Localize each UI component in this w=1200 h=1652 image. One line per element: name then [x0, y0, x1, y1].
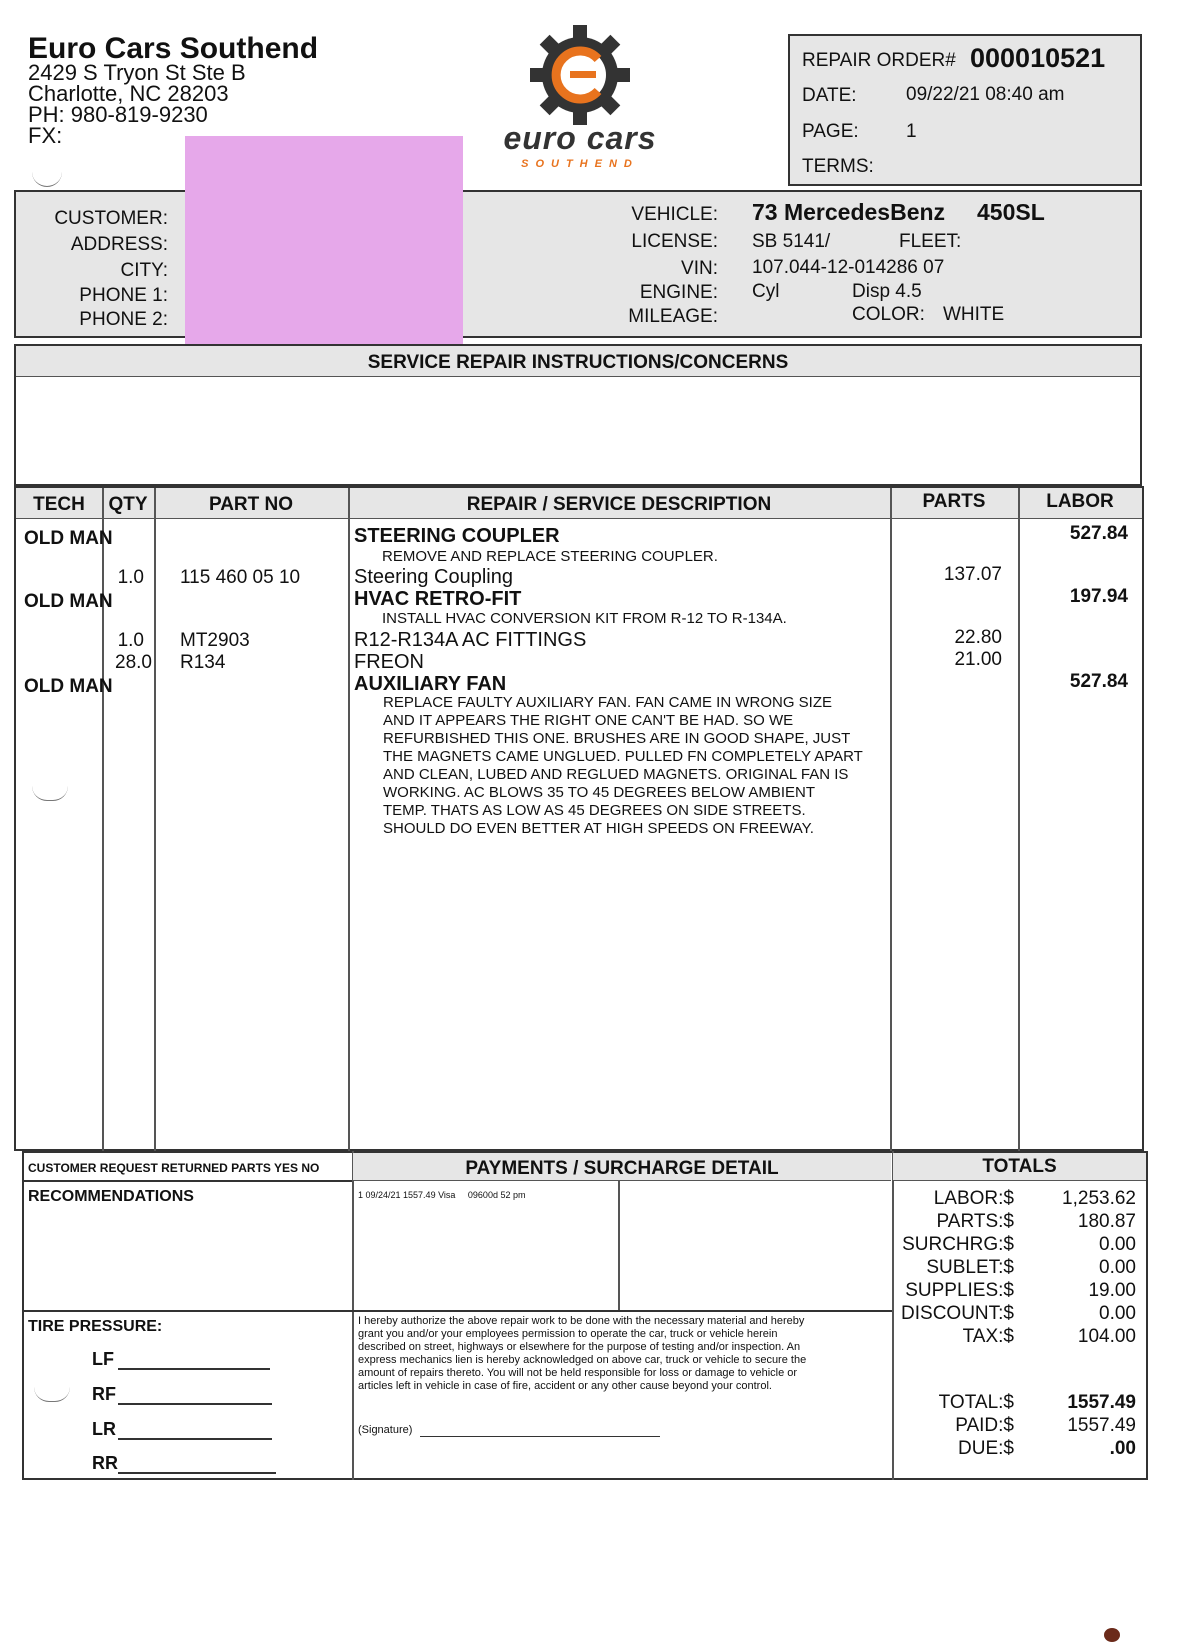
returned-parts-label: CUSTOMER REQUEST RETURNED PARTS YES NO	[28, 1161, 320, 1175]
fan-note-line: REFURBISHED THIS ONE. BRUSHES ARE IN GOOD SHAPE, JUST	[383, 730, 851, 747]
fan-note-line: SHOULD DO EVEN BETTER AT HIGH SPEEDS ON FREEWAY.	[383, 820, 814, 837]
line-labor: 527.84	[1069, 671, 1128, 692]
authorization-line: amount of repairs thereto. You will not be held responsible for loss or damage to vehicle or	[358, 1367, 798, 1379]
tire-rf-line	[118, 1403, 272, 1405]
fleet-label: FLEET:	[899, 231, 962, 252]
col-divider-desc	[348, 488, 350, 1151]
company-logo	[470, 20, 690, 170]
engine-label: ENGINE:	[639, 282, 718, 303]
customer-label: CUSTOMER:	[54, 208, 168, 229]
page-value: 1	[906, 121, 917, 142]
vehicle-value: 73 MercedesBenz	[752, 199, 946, 225]
total-label: TAX:$	[962, 1326, 1014, 1347]
line-parts: 137.07	[943, 564, 1002, 585]
line-note: INSTALL HVAC CONVERSION KIT FROM R-12 TO R-134A.	[382, 610, 787, 627]
total-label: PARTS:$	[936, 1211, 1014, 1232]
line-labor: 527.84	[1069, 523, 1128, 544]
line-note: REMOVE AND REPLACE STEERING COUPLER.	[382, 548, 718, 565]
city-label: CITY:	[120, 260, 168, 281]
payments-title: PAYMENTS / SURCHARGE DETAIL	[465, 1158, 779, 1179]
grand-total-value: 1557.49	[1067, 1392, 1136, 1413]
col-divider-part	[154, 488, 156, 1151]
total-label: SUBLET:$	[926, 1257, 1014, 1278]
line-tech: OLD MAN	[24, 676, 113, 697]
line-qty: 1.0	[117, 630, 144, 651]
due-value: .00	[1109, 1438, 1136, 1459]
paid-value: 1557.49	[1067, 1415, 1136, 1436]
license-label: LICENSE:	[631, 231, 718, 252]
total-value: 0.00	[1099, 1234, 1136, 1255]
paid-label: PAID:$	[955, 1415, 1014, 1436]
line-tech: OLD MAN	[24, 591, 113, 612]
column-header-labor: LABOR	[1046, 491, 1114, 512]
total-label: DISCOUNT:$	[901, 1303, 1014, 1324]
column-header-parts: PARTS	[922, 491, 986, 512]
total-value: 104.00	[1077, 1326, 1136, 1347]
tire-rr-label: RR	[92, 1453, 118, 1473]
column-header-tech: TECH	[33, 494, 85, 515]
total-label: SUPPLIES:$	[905, 1280, 1014, 1301]
logo-wordmark: euro cars	[503, 120, 657, 156]
line-part-number: 115 460 05 10	[180, 567, 301, 588]
line-description: HVAC RETRO-FIT	[354, 588, 522, 610]
engine-displacement: Disp 4.5	[852, 281, 922, 302]
total-label: SURCHRG:$	[902, 1234, 1014, 1255]
vin-label: VIN:	[681, 258, 718, 279]
authorization-line: grant you and/or your employees permission to operate the car, truck or vehicle herein	[358, 1328, 778, 1340]
ink-spot	[1104, 1628, 1120, 1642]
line-qty: 28.0	[115, 652, 152, 673]
gear-logo-icon	[470, 20, 690, 130]
line-parts: 22.80	[954, 627, 1002, 648]
column-header-qty: QTY	[108, 494, 148, 515]
recommendations-label: RECOMMENDATIONS	[28, 1188, 194, 1205]
line-description: R12-R134A AC FITTINGS	[354, 629, 587, 651]
footer-divider-right	[892, 1151, 894, 1480]
tire-lf-label: LF	[92, 1349, 114, 1369]
repair-order-label: REPAIR ORDER#	[802, 50, 956, 71]
total-value: 0.00	[1099, 1303, 1136, 1324]
payment-line: 1 09/24/21 1557.49 Visa 09600d 52 pm	[358, 1190, 526, 1200]
fan-note-line: THE MAGNETS CAME UNGLUED. PULLED FN COMPLETELY APART	[383, 748, 863, 765]
phone2-label: PHONE 2:	[79, 309, 168, 330]
column-header-description: REPAIR / SERVICE DESCRIPTION	[466, 494, 772, 515]
due-label: DUE:$	[958, 1438, 1014, 1459]
mileage-label: MILEAGE:	[628, 306, 718, 327]
total-value: 0.00	[1099, 1257, 1136, 1278]
authorization-line: express mechanics lien is hereby acknowledged on above car, truck or vehicle to secure the	[358, 1354, 807, 1366]
fan-note-line: AND CLEAN, LUBED AND REGLUED MAGNETS. ORIGINAL FAN IS	[383, 766, 849, 783]
footer-left-separator	[22, 1310, 892, 1312]
shop-fax: FX:	[28, 123, 63, 148]
authorization-line: articles left in vehicle in case of fire, accident or any other cause beyond your control.	[358, 1380, 772, 1392]
tire-lr-label: LR	[92, 1419, 116, 1439]
fan-note-line: TEMP. THATS AS LOW AS 45 DEGREES ON SIDE STREETS.	[383, 802, 806, 819]
col-divider-parts	[890, 488, 892, 1151]
instructions-title: SERVICE REPAIR INSTRUCTIONS/CONCERNS	[367, 352, 789, 373]
fan-note-line: WORKING. AC BLOWS 35 TO 45 DEGREES BELOW AMBIENT	[383, 784, 816, 801]
footer-divider-left	[352, 1151, 354, 1480]
line-parts: 21.00	[954, 649, 1002, 670]
total-value: 180.87	[1077, 1211, 1136, 1232]
phone1-label: PHONE 1:	[79, 285, 168, 306]
line-labor: 197.94	[1069, 586, 1128, 607]
line-description: STEERING COUPLER	[354, 525, 560, 547]
line-qty: 1.0	[117, 567, 144, 588]
tire-rr-line	[118, 1472, 276, 1474]
vehicle-label: VEHICLE:	[631, 204, 718, 225]
line-part-number: MT2903	[180, 630, 250, 651]
line-description: Steering Coupling	[354, 566, 513, 588]
line-description: FREON	[354, 651, 424, 673]
signature-line[interactable]	[420, 1436, 660, 1437]
page-label: PAGE:	[802, 121, 859, 142]
color-value: WHITE	[943, 304, 1005, 325]
total-value: 19.00	[1088, 1280, 1136, 1301]
authorization-line: I hereby authorize the above repair work to be done with the necessary material and hereby	[358, 1315, 805, 1327]
payments-divider	[618, 1180, 620, 1310]
grand-total-label: TOTAL:$	[938, 1392, 1014, 1413]
color-label: COLOR:	[852, 304, 925, 325]
fan-note-line: AND IT APPEARS THE RIGHT ONE CAN'T BE HAD. SO WE	[383, 712, 794, 729]
total-label: LABOR:$	[933, 1188, 1014, 1209]
line-tech: OLD MAN	[24, 528, 113, 549]
license-value: SB 5141/	[752, 231, 831, 252]
punch-hole-mark	[32, 172, 62, 187]
returned-parts-separator	[22, 1180, 352, 1182]
fan-note-line: REPLACE FAULTY AUXILIARY FAN. FAN CAME IN WRONG SIZE	[383, 694, 833, 711]
shop-phone: PH: 980-819-9230	[28, 102, 208, 127]
totals-title: TOTALS	[982, 1156, 1057, 1177]
shop-address-line2: Charlotte, NC 28203	[28, 81, 229, 106]
line-part-number: R134	[180, 652, 226, 673]
tire-lr-line	[118, 1438, 272, 1440]
tire-pressure-title: TIRE PRESSURE:	[28, 1318, 163, 1335]
line-description: AUXILIARY FAN	[354, 673, 507, 695]
redaction-block	[185, 136, 463, 348]
repair-order-number: 000010521	[970, 43, 1106, 73]
address-label: ADDRESS:	[70, 234, 168, 255]
date-value: 09/22/21 08:40 am	[906, 84, 1065, 105]
terms-label: TERMS:	[802, 156, 874, 177]
shop-address-line1: 2429 S Tryon St Ste B	[28, 60, 246, 85]
date-label: DATE:	[802, 85, 857, 106]
shop-name: Euro Cars Southend	[28, 32, 319, 65]
engine-cyl: Cyl	[752, 281, 780, 302]
vehicle-model: 450SL	[977, 199, 1045, 225]
column-header-part-no: PART NO	[208, 494, 294, 515]
logo-subtitle: SOUTHEND	[521, 158, 639, 170]
tire-lf-line	[118, 1368, 270, 1370]
authorization-text	[358, 1315, 888, 1393]
vin-value: 107.044-12-014286 07	[752, 257, 945, 278]
authorization-line: described on street, highways or elsewhere for the purpose of testing and/or inspection. An	[358, 1341, 801, 1353]
total-value: 1,253.62	[1062, 1188, 1136, 1209]
signature-label: (Signature)	[358, 1424, 413, 1436]
tire-rf-label: RF	[92, 1384, 116, 1404]
